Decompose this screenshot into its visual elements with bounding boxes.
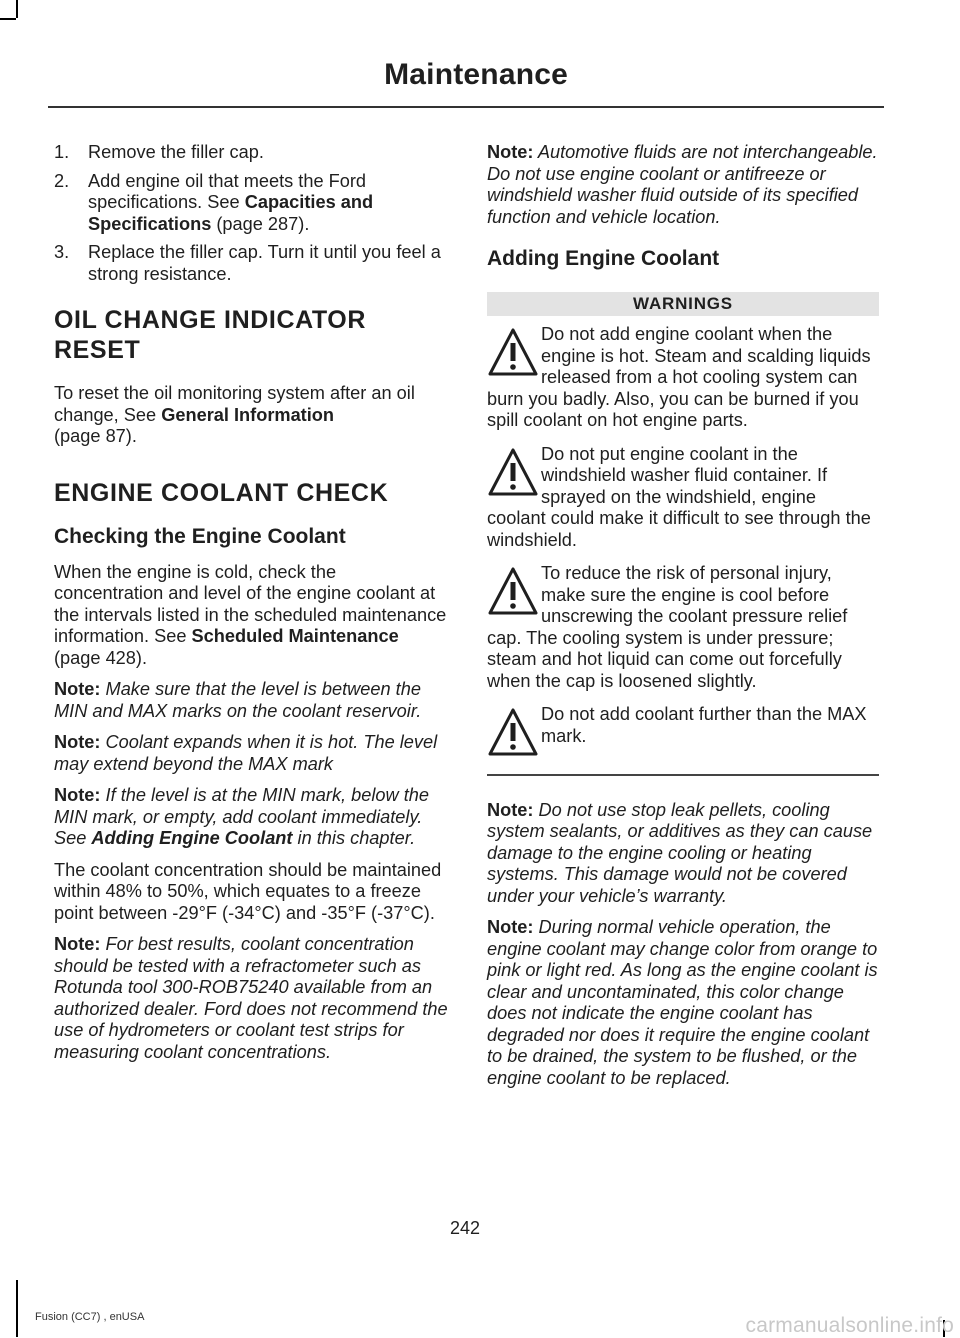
step-text: Remove the filler cap. xyxy=(88,142,264,162)
warning-triangle-icon xyxy=(487,326,539,382)
note: Note: Automotive fluids are not interchangeable. Do not use engine coolant or antifreeze or windshield washer fluid outside of its specified function and vehicle location. xyxy=(487,142,878,227)
note: Note: Coolant expands when it is hot. The level may extend beyond the MAX mark xyxy=(54,732,438,774)
step-text: Add engine oil that meets the Ford specifications. See Capacities and Specifications (page 287). xyxy=(88,170,374,234)
page-title: Maintenance xyxy=(384,58,568,91)
watermark: carmanualsonline.info xyxy=(745,1314,954,1337)
note: Note: During normal vehicle operation, the engine coolant may change color from orange to pink or light red. As long as the engine coolant is clear and uncontaminated, this color change does not indicate the engine coolant has degraded nor does it require the engine coolant to be drained, the system to be flushed, or the engine coolant to be replaced. xyxy=(487,917,878,1088)
note: Note: For best results, coolant concentration should be tested with a refractometer such as Rotunda tool 300-ROB75240 available from an authorized dealer. Ford does not recommend the use of hydrometers or coolant test strips for measuring coolant concentrations. xyxy=(54,934,448,1062)
section-heading-oil-reset: OIL CHANGE INDICATOR RESET xyxy=(54,306,367,364)
warning-triangle-icon xyxy=(487,446,539,502)
cross-reference-link[interactable]: General Information xyxy=(161,404,335,425)
crop-mark xyxy=(0,18,16,20)
warning-text: Do not put engine coolant in the windshield washer fluid container. If sprayed on the windshield, engine coolant could make it difficult to see through the windshield. xyxy=(487,443,871,550)
header-divider xyxy=(48,106,884,108)
step-number: 3. xyxy=(54,242,70,262)
page-number: 242 xyxy=(449,1218,481,1238)
crop-mark xyxy=(16,0,18,18)
checking-text: When the engine is cold, check the concentration and level of the engine coolant at the intervals listed in the scheduled maintenance information. See Scheduled Maintenance (page 428). xyxy=(54,561,447,668)
crop-mark xyxy=(16,1280,18,1337)
note: Note: If the level is at the MIN mark, below the MIN mark, or empty, add coolant immediately. See Adding Engine Coolant in this chapter. xyxy=(54,785,430,848)
right-column xyxy=(487,142,879,1099)
oil-reset-text: To reset the oil monitoring system after an oil change, See General Information (page 87). xyxy=(54,383,415,446)
warning-item xyxy=(487,563,879,692)
warning-item xyxy=(487,324,879,432)
concentration-text: The coolant concentration should be maintained within 48% to 50%, which equates to a freeze point between -29°F (-34°C) and -35°F (-37°C). xyxy=(54,859,442,923)
cross-reference-link[interactable]: Scheduled Maintenance xyxy=(191,626,399,646)
warning-text: To reduce the risk of personal injury, make sure the engine is cool before unscrewing the coolant pressure relief cap. The cooling system is under pressure; steam and hot liquid can come out forcefully when the cap is loosened slightly. xyxy=(487,563,848,691)
oil-fill-steps xyxy=(54,142,449,285)
step-text: Replace the filler cap. Turn it until you feel a strong resistance. xyxy=(88,242,441,284)
note: Note: Make sure that the level is between the MIN and MAX marks on the coolant reservoir. xyxy=(54,679,422,721)
list-item xyxy=(54,242,449,285)
warning-item xyxy=(487,704,879,762)
warning-text: Do not add coolant further than the MAX mark. xyxy=(541,704,867,746)
section-heading-coolant-check: ENGINE COOLANT CHECK xyxy=(54,478,389,507)
note: Note: Do not use stop leak pellets, cooling system sealants, or additives as they can cause damage to the engine cooling or heating systems. This damage would not be covered under your vehicle’s warranty. xyxy=(487,799,873,906)
cross-reference-link[interactable]: Adding Engine Coolant xyxy=(91,828,293,848)
warning-text: Do not add engine coolant when the engine is hot. Steam and scalding liquids released from a hot cooling system can burn you badly. Also, you can be burned if you spill coolant on hot engine parts. xyxy=(487,324,871,430)
step-number: 1. xyxy=(54,142,70,162)
left-column xyxy=(54,142,449,1073)
warnings-header: WARNINGS xyxy=(487,292,879,316)
warning-triangle-icon xyxy=(487,706,539,762)
subsection-heading-checking: Checking the Engine Coolant xyxy=(54,524,346,548)
step-number: 2. xyxy=(54,170,70,191)
warning-item xyxy=(487,444,879,552)
subsection-heading-adding-coolant: Adding Engine Coolant xyxy=(487,247,720,270)
list-item xyxy=(54,171,449,236)
cross-reference-link[interactable]: Capacities and Specifications xyxy=(88,192,374,234)
document-id: Fusion (CC7) , enUSA xyxy=(35,1311,145,1323)
list-item xyxy=(54,142,449,164)
warning-triangle-icon xyxy=(487,565,539,621)
warnings-divider xyxy=(487,774,879,776)
